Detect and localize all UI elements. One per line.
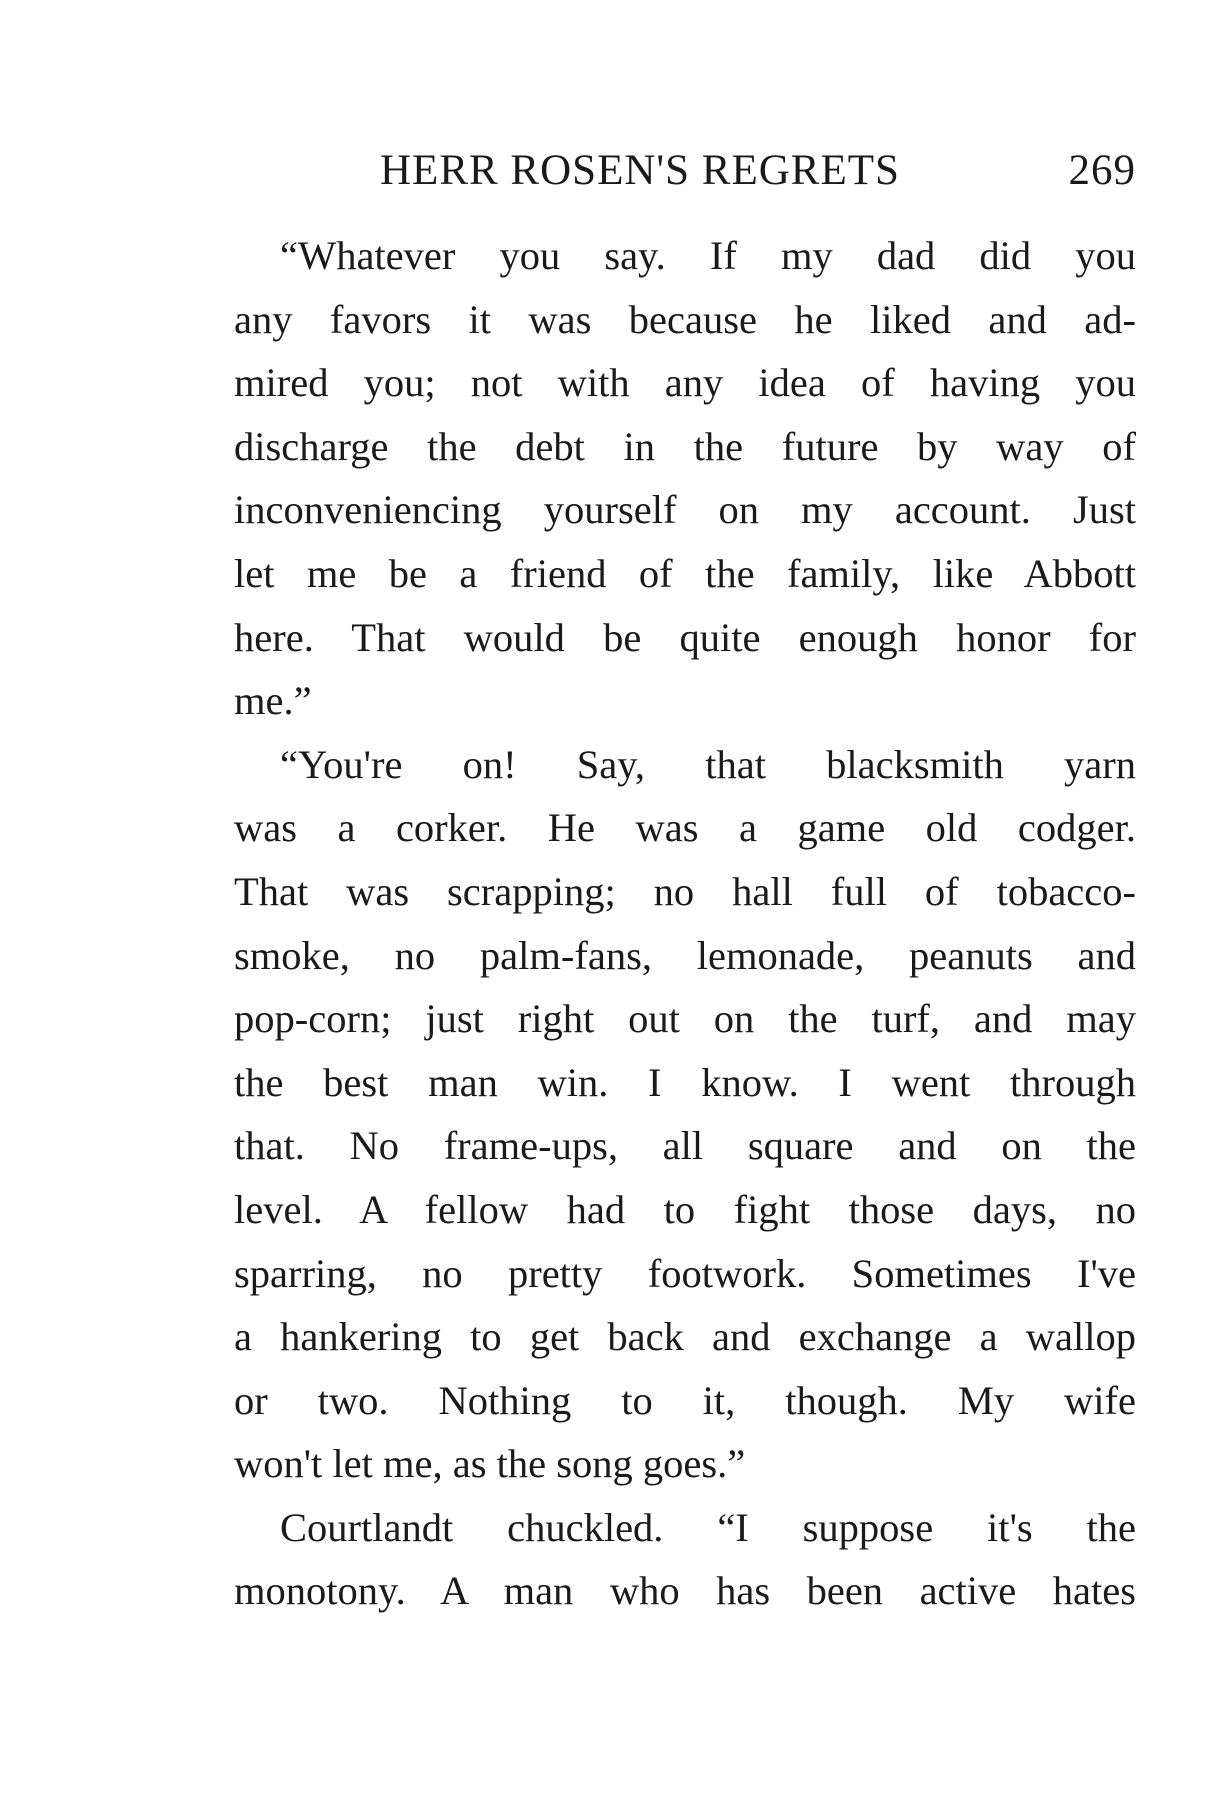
text-line: any favors it was because he liked and ad- (234, 296, 1136, 342)
text-line: “You're on! Say, that blacksmith yarn (280, 741, 1136, 787)
paragraph-1 (234, 224, 1136, 733)
paragraph-2 (234, 733, 1136, 1496)
text-line: let me be a friend of the family, like Abbott (234, 550, 1136, 596)
running-head (234, 146, 1136, 206)
paragraph-3 (234, 1496, 1136, 1623)
text-line: That was scrapping; no hall full of tobacco- (234, 868, 1136, 914)
text-line: pop-corn; just right out on the turf, and may (234, 996, 1136, 1042)
text-line: monotony. A man who has been active hates (234, 1568, 1136, 1614)
text-line: level. A fellow had to fight those days, no (234, 1186, 1136, 1232)
running-title: HERR ROSEN'S REGRETS (380, 147, 900, 194)
text-line: was a corker. He was a game old codger. (234, 805, 1136, 851)
body-text (234, 224, 1136, 1623)
text-line: sparring, no pretty footwork. Sometimes I've (234, 1250, 1136, 1296)
text-line: won't let me, as the song goes.” (234, 1441, 746, 1487)
page-number: 269 (1068, 147, 1136, 194)
text-line: Courtlandt chuckled. “I suppose it's the (280, 1504, 1136, 1550)
text-line: inconveniencing yourself on my account. Just (234, 487, 1136, 533)
text-line: or two. Nothing to it, though. My wife (234, 1377, 1136, 1423)
text-line: smoke, no palm-fans, lemonade, peanuts and (234, 932, 1136, 978)
text-line: here. That would be quite enough honor for (234, 614, 1136, 660)
text-line: “Whatever you say. If my dad did you (280, 233, 1136, 278)
text-line: mired you; not with any idea of having you (234, 360, 1136, 406)
text-line: the best man win. I know. I went through (234, 1059, 1136, 1105)
text-line: me.” (234, 678, 312, 724)
text-line: a hankering to get back and exchange a wallop (234, 1314, 1136, 1360)
text-line: discharge the debt in the future by way of (234, 423, 1136, 469)
text-line: that. No frame-ups, all square and on the (234, 1123, 1136, 1169)
